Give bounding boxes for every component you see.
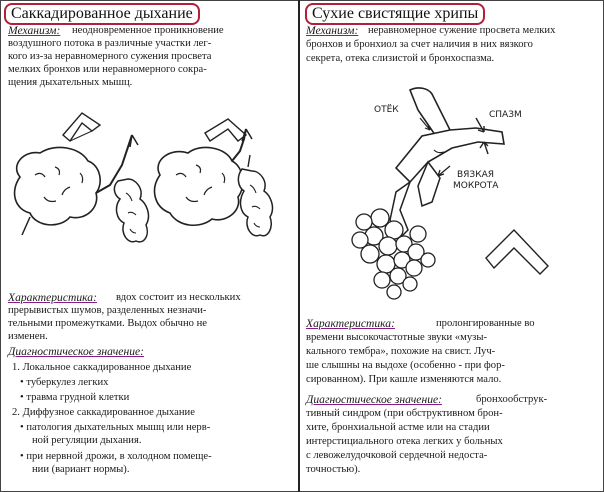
left-mechanism-line-0: неодновременное проникновение — [72, 25, 224, 36]
right-characteristic-line-3: ше слышны на выдохе (особенно - при фор- — [306, 360, 505, 371]
left-diag-item-2: • травма грудной клетки — [20, 392, 130, 403]
figure-label-spasm: СПАЗМ — [489, 110, 522, 120]
right-characteristic-line-2: кального тембра», похожие на свист. Луч- — [306, 346, 496, 357]
left-diagnostic-label — [8, 345, 144, 358]
left-mechanism-line-2: кого из-за неравномерного сужения просвета — [8, 51, 212, 62]
right-mechanism-label — [306, 24, 358, 37]
left-diag-item-6: • при нервной дрожи, в холодном помеще- — [20, 451, 212, 462]
left-mechanism-line-3: мелких бронхов или неравномерного сокра- — [8, 64, 207, 75]
right-diagnostic-label — [306, 393, 442, 406]
right-diagnostic-line-5: точностью). — [306, 464, 361, 475]
left-characteristic-line-2: тельными промежутками. Выдох обычно не — [8, 318, 207, 329]
left-diag-item-3: 2. Диффузное саккадированное дыхание — [12, 407, 195, 418]
left-mechanism-label-text: Механизм: — [8, 24, 61, 37]
right-diagnostic-line-3: интерстициального отека легких у больных — [306, 436, 503, 447]
right-mechanism-line-2: секрета, отека слизистой и бронхоспазма. — [306, 53, 495, 64]
right-characteristic-label-text: Характеристика: — [306, 317, 395, 330]
left-mechanism-label — [8, 24, 60, 37]
right-diagnostic-line-4: с левожелудочковой сердечной недоста- — [306, 450, 488, 461]
left-diag-item-1: • туберкулез легких — [20, 377, 109, 388]
right-diagnostic-line-1: тивный синдром (при обструктивном брон- — [306, 408, 503, 419]
right-mechanism-line-0: неравномерное сужение просвета мелких — [368, 25, 556, 36]
left-diag-item-7: нии (вариант нормы). — [32, 464, 130, 475]
left-diag-item-4: • патология дыхательных мышц или нерв- — [20, 422, 211, 433]
left-diagnostic-label-text: Диагностическое значение: — [8, 345, 144, 358]
saccadic-breathing-illustration — [0, 95, 298, 295]
right-mechanism-label-text: Механизм: — [306, 24, 359, 37]
left-characteristic-line-0: вдох состоит из нескольких — [116, 292, 241, 303]
right-diagnostic-label-text: Диагностическое значение: — [306, 393, 442, 406]
right-characteristic-line-1: времени высокочастотные звуки «музы- — [306, 332, 488, 343]
right-title: Сухие свистящие хрипы — [305, 3, 485, 25]
left-diag-item-5: ной регуляции дыхания. — [32, 435, 142, 446]
right-diagnostic-line-2: хите, бронхиальной астме или на стадии — [306, 422, 490, 433]
left-diag-item-0: 1. Локальное саккадированное дыхание — [12, 362, 192, 373]
right-characteristic-line-0: пролонгированные во — [436, 318, 535, 329]
figure-label-edema: ОТЁК — [374, 105, 399, 115]
left-mechanism-line-4: щения дыхательных мышц. — [8, 77, 133, 88]
left-characteristic-label-text: Характеристика: — [8, 291, 97, 304]
right-diagnostic-line-0: бронхообструк- — [476, 394, 548, 405]
right-characteristic-label — [306, 317, 395, 330]
figure-label-mucus-2: МОКРОТА — [453, 181, 499, 191]
right-characteristic-line-4: сированном). При кашле изменяются мало. — [306, 374, 502, 385]
left-characteristic-line-3: изменен. — [8, 331, 48, 342]
bronchial-tree-illustration — [300, 70, 600, 320]
left-mechanism-line-1: воздушного потока в различные участки лег- — [8, 38, 212, 49]
left-characteristic-line-1: прерывистых шумов, разделенных незначи- — [8, 305, 207, 316]
left-characteristic-label — [8, 291, 97, 304]
right-mechanism-line-1: бронхов и бронхиол за счет наличия в них вязкого — [306, 39, 533, 50]
left-title: Саккадированное дыхание — [4, 3, 200, 25]
figure-label-mucus-1: ВЯЗКАЯ — [457, 170, 494, 180]
